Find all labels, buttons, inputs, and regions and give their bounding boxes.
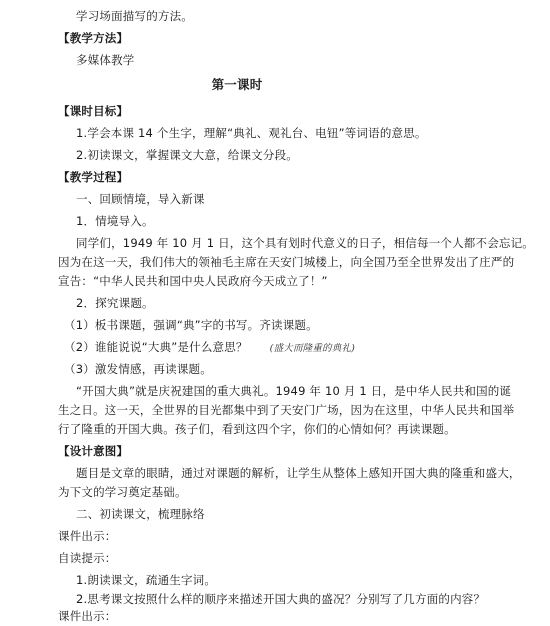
handwritten-note: (盛大而隆重的典礼) xyxy=(269,343,356,354)
section-heading-process: 【教学过程】 xyxy=(58,170,129,184)
text-line: 2．探究课题。 xyxy=(76,296,154,310)
text-line: 课件出示： xyxy=(58,529,117,543)
section-heading-design: 【设计意图】 xyxy=(58,444,129,458)
lesson-title: 第一课时 xyxy=(211,77,263,92)
text-line: 题目是文章的眼睛，通过对课题的解析，让学生从整体上感知开国大典的隆重和盛大， xyxy=(76,466,521,480)
section-heading-goals: 【课时目标】 xyxy=(58,104,129,118)
text-line: 宣告：“中华人民共和国中央人民政府今天成立了！” xyxy=(58,274,328,288)
text-line: “开国大典”就是庆祝建国的重大典礼。1949 年 10 月 1 日，是中华人民共和国的诞 xyxy=(76,384,512,398)
text-line: 学习场面描写的方法。 xyxy=(76,9,193,23)
text-line: 一、回顾情境，导入新课 xyxy=(76,192,205,206)
section-heading-method: 【教学方法】 xyxy=(58,31,129,45)
text-line: 自读提示： xyxy=(58,551,117,565)
text-line: 1.朗读课文，疏通生字词。 xyxy=(76,573,217,587)
text-line: 为下文的学习奠定基础。 xyxy=(58,485,187,499)
text-line: 同学们，1949 年 10 月 1 日，这个具有划时代意义的日子，相信每一个人都不会忘记。 xyxy=(76,236,534,250)
text-line xyxy=(0,337,538,357)
text-line: 二、初读课文，梳理脉络 xyxy=(76,507,205,521)
text-line: 多媒体教学 xyxy=(76,53,135,67)
text-line: 1.学会本课 14 个生字，理解“典礼、观礼台、电钮”等词语的意思。 xyxy=(76,126,427,140)
text-line: 2.思考课文按照什么样的顺序来描述开国大典的盛况？分别写了几方面的内容？ xyxy=(76,592,486,606)
text-line: 课件出示： xyxy=(58,609,117,623)
text-line: 行了隆重的开国大典。孩子们，看到这四个字，你们的心情如何？再读课题。 xyxy=(58,422,456,436)
text-span: （2）谁能说说“大典”是什么意思？ xyxy=(64,340,248,354)
text-line: 因为在这一天，我们伟大的领袖毛主席在天安门城楼上，向全国乃至全世界发出了庄严的 xyxy=(58,255,515,269)
text-line: （1）板书课题，强调“典”字的书写。齐读课题。 xyxy=(64,318,318,332)
text-line: （3）激发情感，再读课题。 xyxy=(64,362,212,376)
text-line: 2.初读课文，掌握课文大意，给课文分段。 xyxy=(76,148,298,162)
text-line: 1．情境导入。 xyxy=(76,214,154,228)
text-line: 生之日。这一天，全世界的目光都集中到了天安门广场，因为在这里，中华人民共和国举 xyxy=(58,403,515,417)
